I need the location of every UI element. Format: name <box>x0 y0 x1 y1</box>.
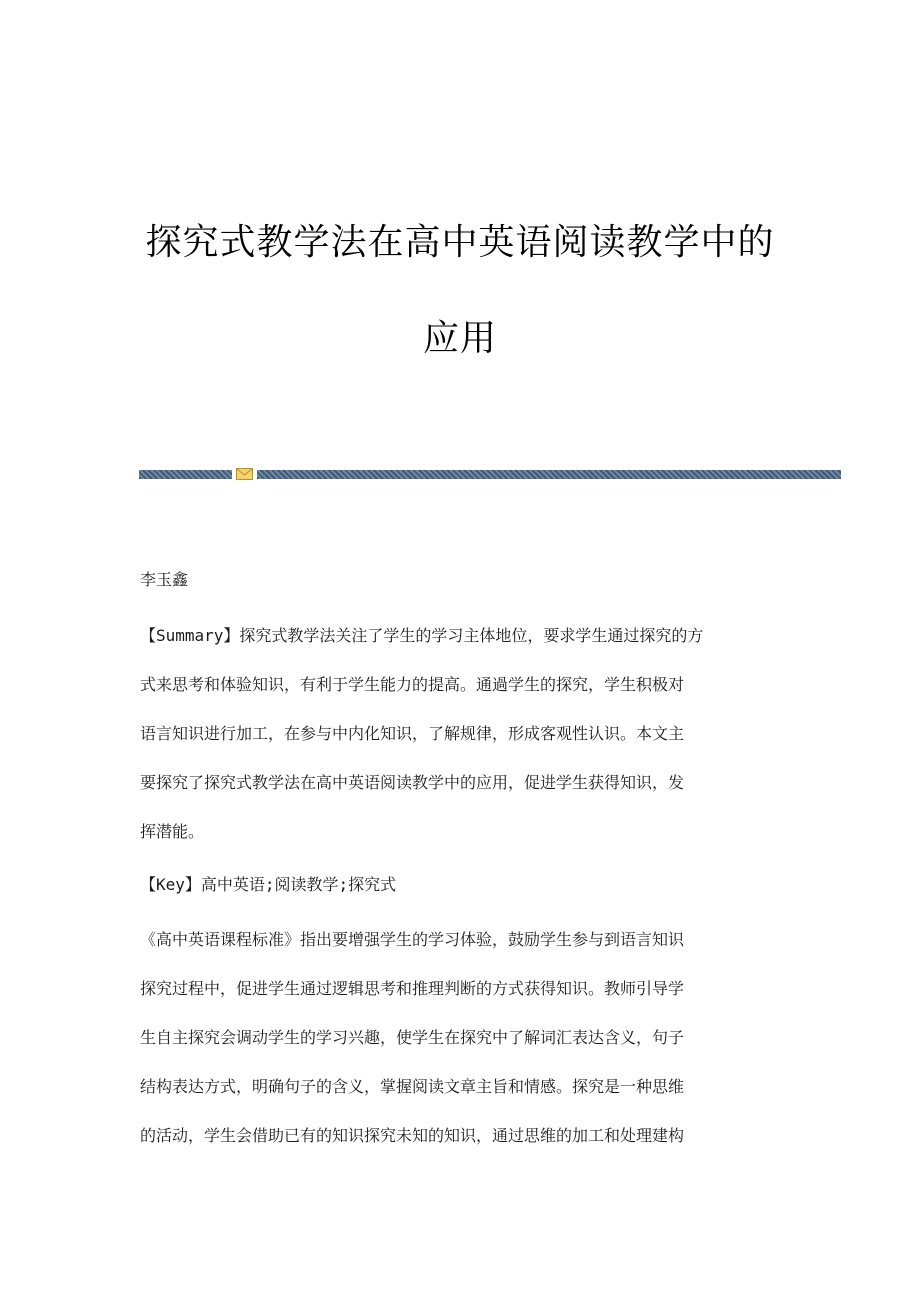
body-line: 《高中英语课程标准》指出要增强学生的学习体验，鼓励学生参与到语言知识 <box>140 930 685 949</box>
keywords-line: 【Key】高中英语;阅读教学;探究式 <box>140 875 397 894</box>
body-line: 探究过程中，促进学生通过逻辑思考和推理判断的方式获得知识。教师引导学 <box>140 979 685 998</box>
summary-line: 语言知识进行加工，在参与中内化知识，了解规律，形成客观性认识。本文主 <box>140 724 685 743</box>
body-line: 生自主探究会调动学生的学习兴趣，使学生在探究中了解词汇表达含义，句子 <box>140 1028 685 1047</box>
summary-line: 挥潜能。 <box>140 822 205 841</box>
body-line: 结构表达方式，明确句子的含义，掌握阅读文章主旨和情感。探究是一种思维 <box>140 1077 685 1096</box>
author-name: 李玉鑫 <box>140 570 189 589</box>
envelope-ornament-icon <box>236 468 253 480</box>
body-line: 的活动，学生会借助已有的知识探究未知的知识，通过思维的加工和处理建构 <box>140 1126 685 1145</box>
title-divider-right <box>257 470 841 479</box>
title-divider-left <box>139 470 232 479</box>
summary-line: 要探究了探究式教学法在高中英语阅读教学中的应用，促进学生获得知识，发 <box>140 773 685 792</box>
summary-line: 式来思考和体验知识，有利于学生能力的提高。通過学生的探究，学生积极对 <box>140 675 685 694</box>
document-title-line-1: 探究式教学法在高中英语阅读教学中的 <box>145 222 775 263</box>
document-title-line-2: 应用 <box>422 318 497 359</box>
summary-line: 【Summary】探究式教学法关注了学生的学习主体地位，要求学生通过探究的方 <box>140 626 704 645</box>
